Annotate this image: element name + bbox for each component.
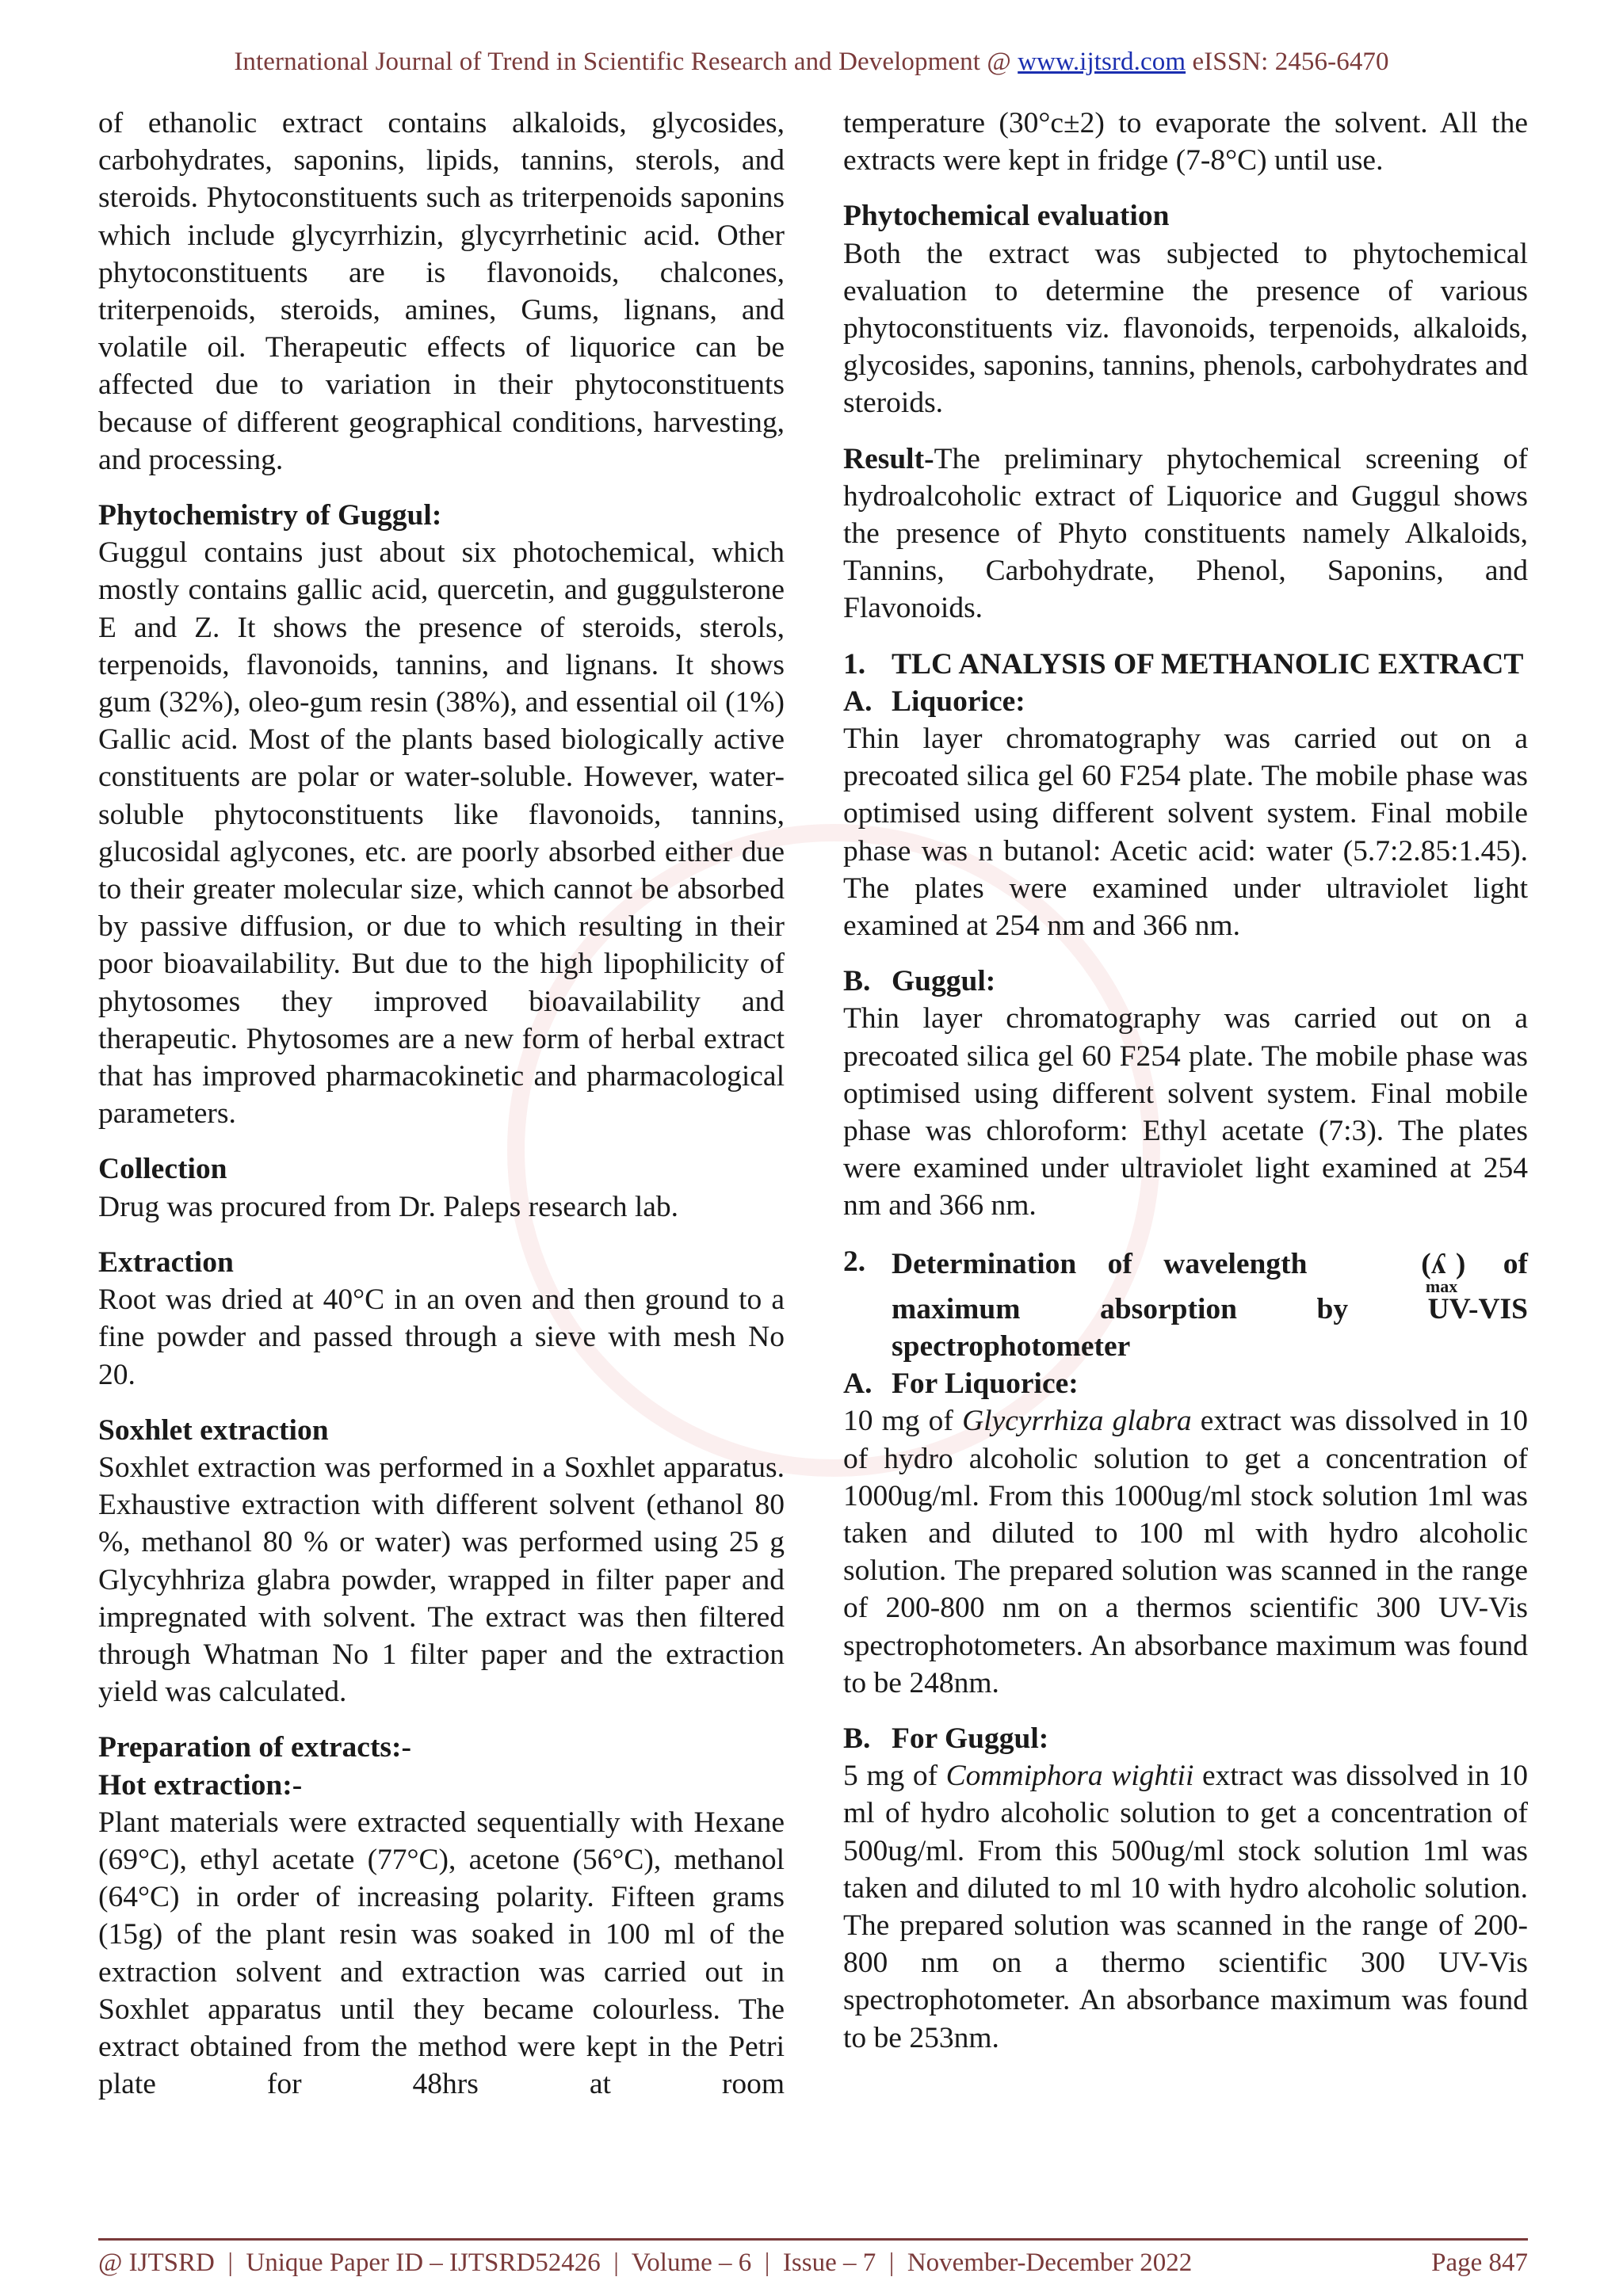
guggul-uv-heading bbox=[843, 1720, 1528, 1757]
result-paragraph bbox=[843, 441, 1528, 627]
wavelength-heading-line-1: Determination of wavelength bbox=[892, 1247, 1308, 1280]
tlc-section-heading bbox=[843, 646, 1528, 683]
species-name: Commiphora wightii bbox=[945, 1760, 1194, 1793]
subsection-title: For Guggul: bbox=[892, 1722, 1049, 1755]
collection-heading: Collection bbox=[98, 1153, 227, 1186]
phytochemical-evaluation-paragraph: Both the extract was subjected to phytochemical evaluation to determine the presence of various phytoconstituents viz. flavonoids, terpenoids, alkaloids, glycosides, saponins, tannins, phenols, carbohydrates and steroids. bbox=[843, 237, 1528, 420]
running-footer bbox=[98, 2248, 1528, 2278]
preparation-heading: Preparation of extracts:- bbox=[98, 1731, 411, 1764]
subsection-label: A. bbox=[843, 685, 873, 718]
tlc-guggul-heading bbox=[843, 963, 1528, 1000]
journal-website-link[interactable]: www.ijtsrd.com bbox=[1018, 48, 1186, 76]
subsection-label: B. bbox=[843, 1722, 871, 1755]
phytochemical-evaluation-heading: Phytochemical evaluation bbox=[843, 200, 1170, 233]
extraction-paragraph: Root was dried at 40°C in an oven and then ground to a fine powder and passed through a sieve with mesh No 20. bbox=[98, 1283, 785, 1391]
subsection-title: Guggul: bbox=[892, 965, 996, 998]
guggul-phytochemistry-heading: Phytochemistry of Guggul: bbox=[98, 499, 442, 532]
right-column bbox=[843, 105, 1528, 2057]
extraction-heading: Extraction bbox=[98, 1245, 234, 1279]
soxhlet-paragraph: Soxhlet extraction was performed in a Soxhlet apparatus. Exhaustive extraction with different solvent (ethanol 80 %, methanol 80 % or water) was performed using 25 g Glycyhhriza glabra powder, wrapped in filter paper and impregnated with solvent. The extract was then filtered through Whatman No 1 filter paper and the extraction yield was calculated. bbox=[98, 1451, 785, 1709]
liquorice-uv-heading bbox=[843, 1365, 1528, 1402]
subsection-label: A. bbox=[843, 1367, 873, 1401]
footer-citation: @ IJTSRD | Unique Paper ID – IJTSRD52426 | Volume – 6 | Issue – 7 | November-December 2022 bbox=[98, 2248, 1193, 2277]
guggul-phytochemistry-paragraph: Guggul contains just about six photochemical, which mostly contains gallic acid, quercetin, and guggulsterone E and Z. It shows the presence of steroids, sterols, terpenoids, flavonoids, tannins, and lignans. It shows gum (32%), oleo-gum resin (38%), and essential oil (1%) Gallic acid. Most of the plants based biologically active constituents are polar or water-soluble. However, water-soluble phytoconstituents like flavonoids, tannins, glucosidal aglycones, etc. are poorly absorbed either due to their greater molecular size, which cannot be absorbed by passive diffusion, or due to which resulting in their poor bioavailability. But due to the high lipophilicity of phytosomes they improved bioavailability and therapeutic. Phytosomes are a new form of herbal extract that has improved pharmacokinetic and pharmacological parameters. bbox=[98, 536, 785, 1131]
tlc-heading-text: TLC ANALYSIS OF METHANOLIC EXTRACT bbox=[892, 647, 1524, 681]
result-text: The preliminary phytochemical screening of hydroalcoholic extract of Liquorice and Guggul shows the presence of Phyto constituents namely Alkaloids, Tannins, Carbohydrate, Phenol, Saponins, and Flavonoids. bbox=[843, 442, 1528, 625]
tlc-guggul-paragraph: Thin layer chromatography was carried out on a precoated silica gel 60 F254 plate. The mobile phase was optimised using different solvent system. Final mobile phase was chloroform: Ethyl acetate (7:3). The plates were examined under ultraviolet light examined at 254 nm and 366 nm. bbox=[843, 1002, 1528, 1222]
wavelength-section-heading bbox=[843, 1243, 1528, 1365]
lambda-symbol: (ʎ bbox=[1421, 1247, 1446, 1280]
wavelength-heading-line-2: maximum absorption by UV-VIS bbox=[892, 1292, 1528, 1325]
liquorice-uv-paragraph: 10 mg of Glycyrrhiza glabra extract was dissolved in 10 of hydro alcoholic solution to get a concentration of 1000ug/ml. From this 1000ug/ml stock solution 1ml was taken and diluted to 100 ml with hydro alcoholic solution. The prepared solution was scanned in the range of 200-800 nm on a thermos scientific 300 UV-Vis spectrophotometers. An absorbance maximum was found to be 248nm. bbox=[843, 1405, 1528, 1699]
section-number: 2. bbox=[843, 1245, 866, 1278]
subsection-title: For Liquorice: bbox=[892, 1367, 1079, 1401]
header-issn: eISSN: 2456-6470 bbox=[1186, 48, 1389, 76]
result-label: Result- bbox=[843, 442, 934, 475]
hot-extraction-paragraph: Plant materials were extracted sequentially with Hexane (69°C), ethyl acetate (77°C), acetone (56°C), methanol (64°C) in order of increasing polarity. Fifteen grams (15g) of the plant resin was soaked in 100 ml of the extraction solvent and extraction was carried out in Soxhlet apparatus until they became colourless. The extract obtained from the method were kept in the Petri plate for 48hrs at room bbox=[98, 1806, 785, 2101]
left-column bbox=[98, 105, 785, 2103]
page-number: Page 847 bbox=[1431, 2248, 1528, 2277]
header-journal-title: International Journal of Trend in Scientific Research and Development @ bbox=[234, 48, 1018, 76]
soxhlet-heading: Soxhlet extraction bbox=[98, 1413, 329, 1447]
collection-paragraph: Drug was procured from Dr. Paleps research lab. bbox=[98, 1190, 679, 1223]
wavelength-heading-line-3: spectrophotometer bbox=[892, 1329, 1131, 1363]
tlc-liquorice-paragraph: Thin layer chromatography was carried out on a precoated silica gel 60 F254 plate. The mobile phase was optimised using different solvent system. Final mobile phase was n butanol: Acetic acid: water (5.7:2.85:1.45). The plates were examined under ultraviolet light examined at 254 nm and 366 nm. bbox=[843, 723, 1528, 943]
hot-extraction-heading: Hot extraction:- bbox=[98, 1768, 303, 1802]
footer-rule bbox=[98, 2238, 1528, 2241]
section-number: 1. bbox=[843, 647, 866, 681]
guggul-uv-paragraph: 5 mg of Commiphora wightii extract was dissolved in 10 ml of hydro alcoholic solution to get a concentration of 500ug/ml. From this 500ug/ml stock solution 1ml was taken and diluted to ml 10 with hydro alcoholic solution. The prepared solution was scanned in the range of 200-800 nm on a thermo scientific 300 UV-Vis spectrophotometer. An absorbance maximum was found to be 253nm. bbox=[843, 1760, 1528, 2054]
subsection-title: Liquorice: bbox=[892, 685, 1025, 718]
tlc-liquorice-heading bbox=[843, 683, 1528, 720]
continued-paragraph: temperature (30°c±2) to evaporate the solvent. All the extracts were kept in fridge (7-8°C) until use. bbox=[843, 107, 1528, 177]
wavelength-heading-close: ) of bbox=[1455, 1247, 1528, 1280]
max-subscript: max bbox=[1425, 1276, 1458, 1296]
intro-paragraph: of ethanolic extract contains alkaloids, glycosides, carbohydrates, saponins, lipids, tannins, sterols, and steroids. Phytoconstituents such as triterpenoids saponins which include glycyrrhizin, glycyrrhetinic acid. Other phytoconstituents are is flavonoids, chalcones, triterpenoids, steroids, amines, Gums, lignans, and volatile oil. Therapeutic effects of liquorice can be affected due to variation in their phytoconstituents because of different geographical conditions, harvesting, and processing. bbox=[98, 107, 785, 476]
species-name: Glycyrrhiza glabra bbox=[962, 1405, 1192, 1438]
subsection-label: B. bbox=[843, 965, 871, 998]
running-header bbox=[0, 48, 1623, 77]
